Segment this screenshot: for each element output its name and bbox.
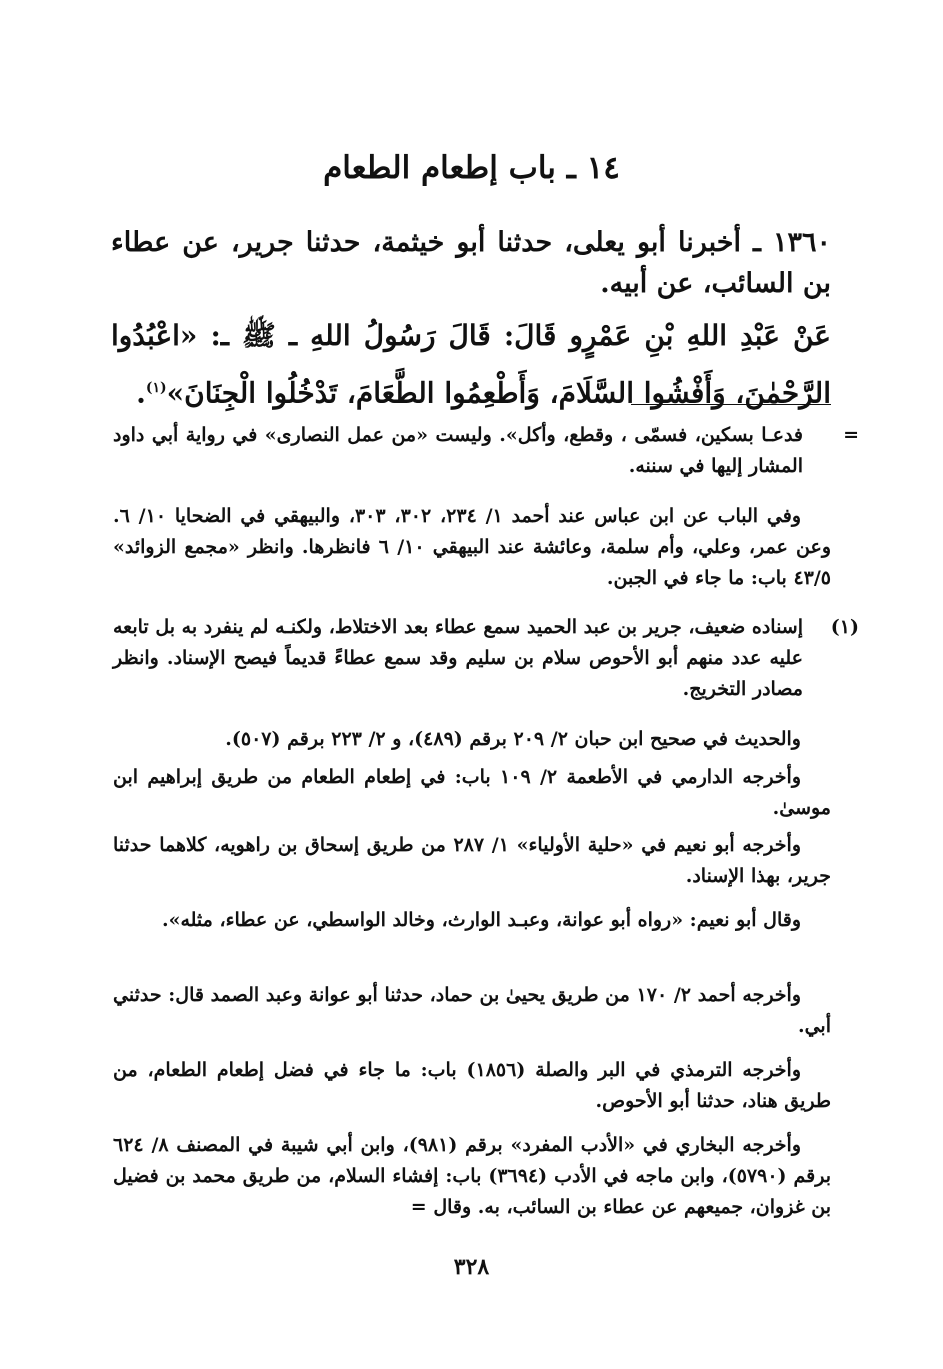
footnote-continuation bbox=[113, 420, 859, 482]
footnote-paragraph-4: والحديث في صحيح ابن حبان ٢/ ٢٠٩ برقم (٤٨٩)، و ٢/ ٢٢٣ برقم (٥٠٧). bbox=[225, 728, 801, 750]
footnote-continuation-text: فدعـا بسكين، فسمّى ، وقطع، وأكل». وليست «من عمل النصارى» في رواية أبي داود المشار إليها في سننه. bbox=[113, 424, 803, 477]
footnote-1-text: إسناده ضعيف، جرير بن عبد الحميد سمع عطاء بعد الاختلاط، ولكنـه لم ينفرد به بل تابعه عليه عدد منهم أبو الأحوص سلام بن سليم وقد سمع عطاءً قديماً فيصح الإسناد. وانظر مصادر التخريج. bbox=[113, 616, 803, 700]
footnote-separator bbox=[631, 404, 831, 405]
footnote-paragraph-6: وأخرجه أبو نعيم في «حلية الأولياء» ١/ ٢٨٧ من طريق إسحاق بن راهويه، كلاهما حدثنا جرير، بهذا الإسناد. bbox=[113, 834, 831, 887]
footnote-1-marker: (١) bbox=[830, 616, 859, 638]
footnote-paragraph-2: وفي الباب عن ابن عباس عند أحمد ١/ ٢٣٤، ٣٠٢، ٣٠٣، والبيهقي في الضحايا ١٠/ ٦. وعن عمر، وعلي، وأم سلمة، وعائشة عند البيهقي ١٠/ ٦ فانظرها. وانظر «مجمع الزوائد» ٤٣/٥ باب: ما جاء في الجبن. bbox=[113, 505, 832, 589]
footnote-paragraph-9: وأخرجه الترمذي في البر والصلة (١٨٥٦) باب: ما جاء في فضل إطعام الطعام، من طريق هناد، حدثنا أبو الأحوص. bbox=[113, 1059, 831, 1112]
footnote-paragraph-5: وأخرجه الدارمي في الأطعمة ٢/ ١٠٩ باب: في إطعام الطعام من طريق إبراهيم ابن موسىٰ. bbox=[113, 766, 831, 819]
page-number: ٣٢٨ bbox=[453, 1254, 490, 1280]
hadith-isnad: ١٣٦٠ ـ أخبرنا أبو يعلى، حدثنا أبو خيثمة، حدثنا جرير، عن عطاء بن السائب، عن أبيه. bbox=[111, 227, 831, 299]
chapter-title: ١٤ ـ باب إطعام الطعام bbox=[323, 150, 620, 186]
footnote-1 bbox=[113, 612, 859, 705]
footnote-reference: (١) bbox=[145, 380, 167, 396]
footnote-paragraph-7: وقال أبو نعيم: «رواه أبو عوانة، وعبـد الوارث، وخالد الواسطي، عن عطاء، مثله». bbox=[161, 909, 801, 931]
footnote-paragraph-8: وأخرجه أحمد ٢/ ١٧٠ من طريق يحيىٰ بن حماد، حدثنا أبو عوانة وعبد الصمد قال: حدثني أبي. bbox=[113, 984, 831, 1037]
continuation-marker: = bbox=[843, 424, 859, 446]
hadith-matn bbox=[111, 310, 831, 419]
hadith-matn-text: عَنْ عَبْدِ اللهِ بْنِ عَمْرٍو قَالَ: قَالَ رَسُولُ اللهِ ـ ﷺ ـ: «اعْبُدُوا الرَّحْمٰنَ، وَأَفْشُوا السَّلَامَ، وَأَطْعِمُوا الطَّعَامَ، تَدْخُلُوا الْجِنَانَ» bbox=[111, 319, 831, 410]
hadith-end-mark: . bbox=[136, 376, 146, 410]
footnote-paragraph-10: وأخرجه البخاري في «الأدب المفرد» برقم (٩٨١)، وابن أبي شيبة في المصنف ٨/ ٦٢٤ برقم (٥٧٩٠)، وابن ماجه في الأدب (٣٦٩٤) باب: إفشاء السلام، من طريق محمد بن فضيل بن غزوان، جميعهم عن عطاء بن السائب، به. وقال = bbox=[113, 1134, 832, 1218]
